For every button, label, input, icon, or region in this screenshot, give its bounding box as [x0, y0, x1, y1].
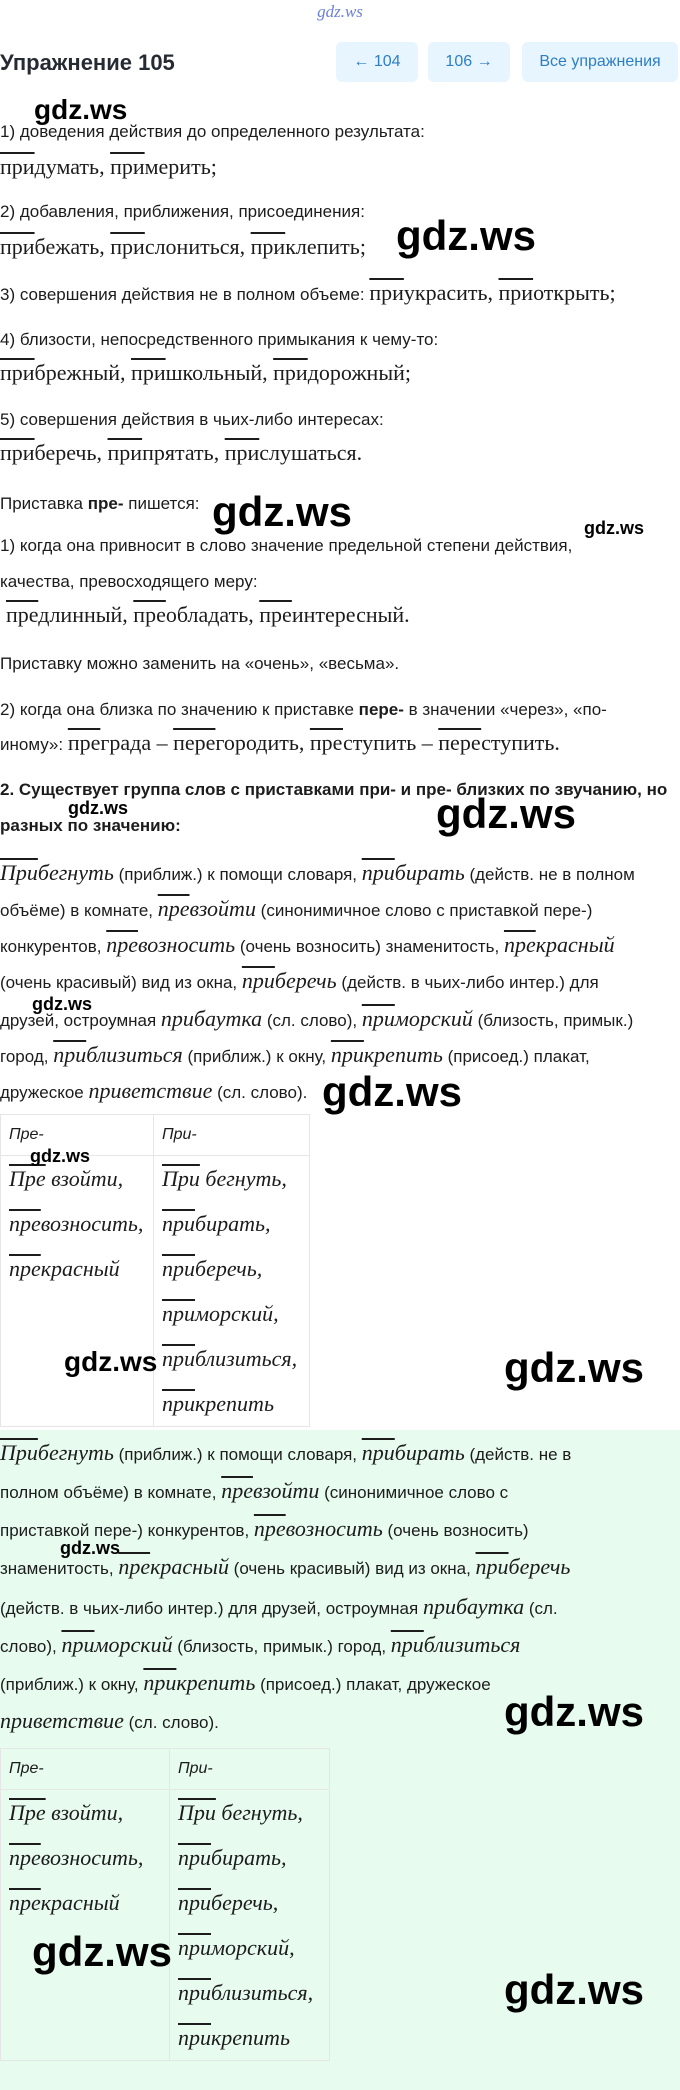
- answer-line: (действ. в чьих-либо интер.) для друзей, остроумная прибаутка (сл.: [0, 1594, 558, 1619]
- pre-rule-1-examples: [6, 602, 410, 628]
- prefix-mark: при: [0, 234, 35, 259]
- rule-3: [0, 280, 616, 306]
- answer-line: (приближ.) к окну, прикрепить (присоед.) плакат, дружеское: [0, 1670, 491, 1695]
- prefix-mark: при: [224, 440, 260, 465]
- rule-5: 5) совершения действия в чьих-либо интересах:: [0, 410, 384, 429]
- word: прятать,: [142, 440, 225, 465]
- table-header-pre: Пре-: [1, 1115, 154, 1156]
- watermark: gdz.ws: [32, 1928, 173, 1975]
- word: ступить.: [481, 730, 560, 755]
- rule-4-examples: [0, 360, 411, 386]
- word: слушаться.: [259, 440, 363, 465]
- group-heading-cont: разных по значению:: [0, 816, 181, 835]
- pre-rule-1-cont: качества, превосходящего меру:: [0, 572, 258, 591]
- pre-column: Пре взойти, превозносить, прекрасный: [1, 1156, 154, 1427]
- prefix-mark: при: [0, 154, 35, 179]
- prefix-mark: пре: [133, 602, 166, 627]
- rule-3-text: 3) совершения действия не в полном объеме:: [0, 285, 370, 304]
- word: града –: [100, 730, 174, 755]
- word: клепить;: [285, 234, 366, 259]
- answer-line: знаменитость, прекрасный (очень красивый) вид из окна, приберечь: [0, 1554, 571, 1579]
- pre-column: Пре взойти, превозносить, прекрасный: [1, 1790, 170, 2061]
- prefix-mark: при: [131, 360, 166, 385]
- rule-4: 4) близости, непосредственного примыкания к чему-то:: [0, 330, 439, 349]
- site-logo[interactable]: gdz.ws: [317, 2, 363, 21]
- answer-line: приветствие (сл. слово).: [0, 1708, 219, 1733]
- passage-line: друзей, остроумная прибаутка (сл. слово), приморский (близость, примык.): [0, 1006, 634, 1031]
- prefix-mark: пре: [309, 730, 343, 755]
- prefix-mark: пере: [438, 730, 482, 755]
- word: беречь,: [34, 440, 108, 465]
- table-header-pri: При-: [170, 1749, 330, 1790]
- prefix-mark: при: [250, 234, 286, 259]
- passage-line: дружеское приветствие (сл. слово).: [0, 1078, 308, 1103]
- pre-rule-2: 2) когда она близка по значению к приставке пере- в значении «через», «по-: [0, 700, 607, 719]
- passage-line: конкурентов, превозносить (очень возносить) знаменитость, прекрасный: [0, 932, 615, 957]
- rule-2: 2) добавления, приближения, присоединения:: [0, 202, 365, 221]
- answer-line: приставкой пере-) конкурентов, превозносить (очень возносить): [0, 1516, 529, 1541]
- answer-table: [0, 1748, 330, 2061]
- watermark: gdz.ws: [504, 1966, 645, 2013]
- watermark: gdz.ws: [504, 1344, 645, 1391]
- answer-line: слово), приморский (близость, примык.) город, приблизиться: [0, 1632, 521, 1657]
- watermark: gdz.ws: [68, 798, 129, 818]
- pre-rule-2-cont: иному»: преграда – перегородить, преступить – переступить.: [0, 730, 560, 755]
- word: открыть;: [533, 280, 616, 305]
- prefix-mark: пре: [259, 602, 292, 627]
- watermark: gdz.ws: [436, 790, 577, 837]
- watermark: gdz.ws: [32, 994, 93, 1014]
- next-exercise-button[interactable]: 106 →: [428, 42, 510, 82]
- answer-line: Прибегнуть (приближ.) к помощи словаря, прибирать (действ. не в: [0, 1440, 572, 1465]
- pri-column: При бегнуть, прибирать, приберечь, приморский, приблизиться, прикрепить: [170, 1790, 330, 2061]
- word: дорожный;: [307, 360, 411, 385]
- rule-2-examples: [0, 234, 366, 260]
- word: украсить,: [403, 280, 499, 305]
- word: школьный,: [165, 360, 274, 385]
- watermark: gdz.ws: [34, 94, 128, 125]
- word: бежать,: [34, 234, 111, 259]
- passage-line: объёме) в комнате, превзойти (синонимичное слово с приставкой пере-): [0, 896, 593, 921]
- prefix-mark: пре: [67, 730, 101, 755]
- page-title: Упражнение 105: [0, 50, 175, 75]
- rule-1: 1) доведения действия до определенного результата:: [0, 122, 425, 141]
- prefix-mark: при: [110, 154, 145, 179]
- exercise-header: [0, 40, 680, 84]
- rule-1-examples: [0, 154, 217, 180]
- table-header-pri: При-: [154, 1115, 310, 1156]
- word: мерить;: [144, 154, 217, 179]
- prefix-mark: при: [110, 234, 145, 259]
- word: брежный,: [34, 360, 132, 385]
- passage-line: Прибегнуть (приближ.) к помощи словаря, прибирать (действ. не в полном: [0, 860, 635, 885]
- pri-column: При бегнуть, прибирать, приберечь, приморский, приблизиться, прикрепить: [154, 1156, 310, 1427]
- prefix-mark: при: [0, 360, 35, 385]
- watermark: gdz.ws: [64, 1346, 158, 1377]
- prefix-mark: пре: [6, 602, 39, 627]
- prefix-mark: пере: [173, 730, 216, 755]
- prev-exercise-button[interactable]: ← 104: [336, 42, 418, 82]
- word: интересный.: [291, 602, 410, 627]
- answer-line: полном объёме) в комнате, превзойти (синонимичное слово с: [0, 1478, 509, 1503]
- watermark: gdz.ws: [212, 488, 353, 535]
- passage-line: город, приблизиться (приближ.) к окну, прикрепить (присоед.) плакат,: [0, 1042, 590, 1067]
- pre-rule-1: 1) когда она привносит в слово значение предельной степени действия,: [0, 536, 573, 555]
- group-heading: 2. Существует группа слов с приставками при- и пре- близких по звучанию, но: [0, 780, 668, 799]
- word: длинный,: [38, 602, 134, 627]
- word: городить,: [215, 730, 310, 755]
- all-exercises-button[interactable]: Все упражнения: [522, 42, 678, 82]
- passage-line: (очень красивый) вид из окна, приберечь (действ. в чьих-либо интер.) для: [0, 968, 599, 993]
- prefix-mark: при: [369, 280, 404, 305]
- prefix-mark: при: [273, 360, 308, 385]
- watermark: gdz.ws: [30, 1146, 91, 1166]
- rule-5-examples: [0, 440, 362, 466]
- prefix-mark: при: [498, 280, 534, 305]
- watermark: gdz.ws: [504, 1688, 645, 1735]
- watermark: gdz.ws: [60, 1538, 121, 1558]
- prefix-mark: при: [0, 440, 35, 465]
- watermark: gdz.ws: [584, 518, 645, 538]
- prefix-mark: при: [107, 440, 143, 465]
- word: думать,: [34, 154, 111, 179]
- watermark: gdz.ws: [322, 1068, 463, 1115]
- replace-note: Приставку можно заменить на «очень», «весьма».: [0, 654, 400, 673]
- word: обладать,: [165, 602, 260, 627]
- table-header-pre: Пре-: [1, 1749, 170, 1790]
- pre-intro: Приставка пре- пишется:: [0, 494, 200, 513]
- word: слониться,: [144, 234, 251, 259]
- watermark: gdz.ws: [396, 212, 537, 259]
- word: ступить –: [342, 730, 439, 755]
